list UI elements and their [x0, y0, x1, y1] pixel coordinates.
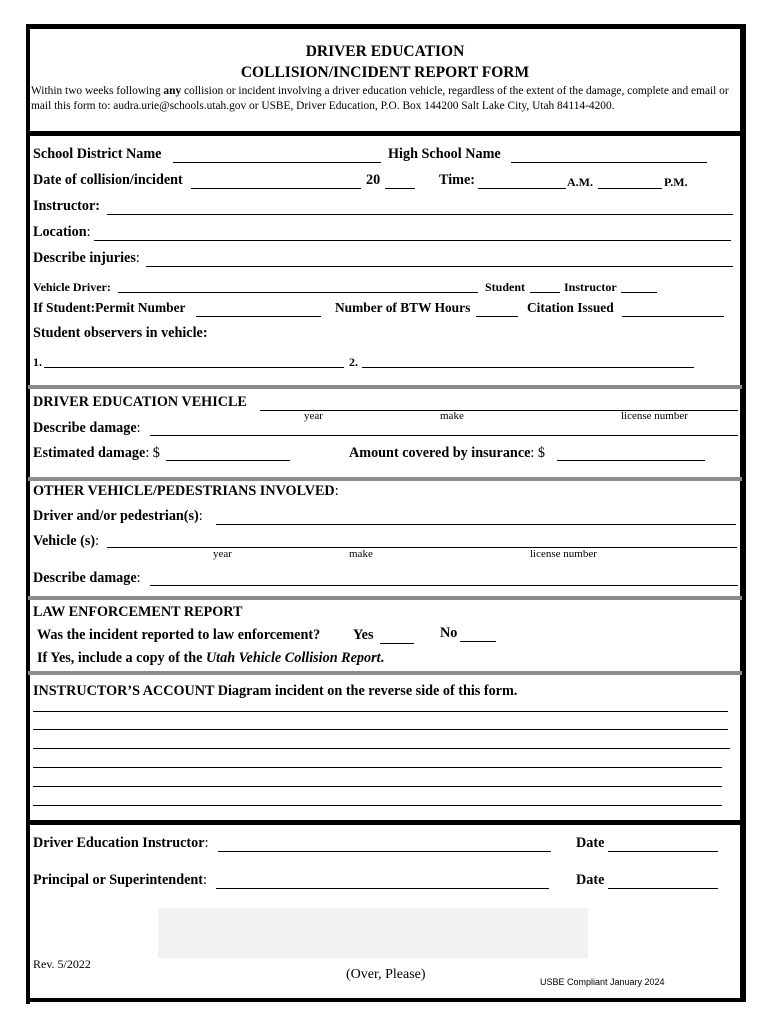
other-damage-field[interactable]: [150, 585, 738, 586]
frame-top-border: [26, 24, 742, 29]
btw-hours-label: Number of BTW Hours: [335, 300, 471, 315]
section-divider: [28, 131, 742, 136]
de-vehicle-heading: DRIVER EDUCATION VEHICLE: [33, 394, 247, 410]
account-line[interactable]: [33, 786, 722, 787]
time-label: Time:: [439, 172, 475, 188]
law-no-label: No: [440, 625, 458, 641]
btw-hours-field[interactable]: [476, 316, 518, 317]
other-vehicle-heading: OTHER VEHICLE/PEDESTRIANS INVOLVED:: [33, 483, 339, 499]
school-district-label: School District Name: [33, 146, 162, 162]
de-damage-label: Describe damage:: [33, 420, 141, 436]
observer-2-number: 2.: [349, 355, 358, 369]
over-please-note: (Over, Please): [346, 967, 426, 982]
high-school-field[interactable]: [511, 162, 707, 163]
high-school-label: High School Name: [388, 146, 501, 162]
school-district-field[interactable]: [173, 162, 381, 163]
instructor-field[interactable]: [107, 214, 733, 215]
observer-1-field[interactable]: [44, 367, 344, 368]
de-damage-field[interactable]: [150, 435, 738, 436]
observers-label: Student observers in vehicle:: [33, 325, 208, 341]
driver-pedestrian-field[interactable]: [216, 524, 736, 525]
instructor-option-field[interactable]: [621, 292, 657, 293]
de-vehicle-year-caption: year: [304, 410, 323, 422]
other-damage-label: Describe damage:: [33, 570, 141, 586]
de-vehicle-license-caption: license number: [621, 410, 688, 422]
form-title-line2: COLLISION/INCIDENT REPORT FORM: [240, 64, 530, 81]
blank-shaded-area: [158, 908, 588, 958]
year-prefix: 20: [366, 172, 381, 188]
account-line[interactable]: [33, 748, 730, 749]
driver-pedestrian-label: Driver and/or pedestrian(s):: [33, 508, 203, 524]
observer-1-number: 1.: [33, 355, 42, 369]
time-am-field[interactable]: [478, 188, 566, 189]
permit-number-field[interactable]: [196, 316, 321, 317]
section-divider: [28, 477, 742, 481]
instructor-signature-field[interactable]: [218, 851, 551, 852]
law-enforcement-heading: LAW ENFORCEMENT REPORT: [33, 604, 243, 620]
citation-field[interactable]: [622, 316, 724, 317]
amount-covered-label: Amount covered by insurance: $: [349, 445, 546, 461]
account-line[interactable]: [33, 805, 722, 806]
location-field[interactable]: [94, 240, 731, 241]
date-of-collision-label: Date of collision/incident: [33, 172, 183, 188]
law-include-copy-note: If Yes, include a copy of the Utah Vehicle Collision Report.: [37, 650, 385, 666]
account-line[interactable]: [33, 767, 722, 768]
vehicle-driver-label: Vehicle Driver:: [33, 280, 111, 294]
instructor-label: Instructor:: [33, 198, 100, 214]
vehicle-driver-field[interactable]: [118, 292, 478, 293]
law-no-field[interactable]: [460, 641, 496, 642]
location-label: Location:: [33, 224, 91, 240]
citation-label: Citation Issued: [527, 300, 614, 315]
instructor-account-heading: INSTRUCTOR’S ACCOUNT Diagram incident on the reverse side of this form.: [33, 683, 518, 699]
frame-bottom-border: [26, 998, 746, 1002]
permit-number-label: If Student:Permit Number: [33, 300, 186, 315]
injuries-field[interactable]: [146, 266, 733, 267]
student-option-field[interactable]: [530, 292, 560, 293]
am-label: A.M.: [567, 175, 593, 189]
estimated-damage-field[interactable]: [166, 460, 290, 461]
amount-covered-field[interactable]: [557, 460, 705, 461]
observer-2-field[interactable]: [362, 367, 694, 368]
de-vehicle-make-caption: make: [440, 410, 464, 422]
form-title-line1: DRIVER EDUCATION: [305, 43, 465, 60]
injuries-label: Describe injuries:: [33, 250, 140, 266]
student-option-label: Student: [485, 280, 526, 294]
law-yes-field[interactable]: [380, 643, 414, 644]
section-divider: [28, 385, 742, 389]
instructor-date-field[interactable]: [608, 851, 718, 852]
instructor-option-label: Instructor: [564, 280, 617, 294]
account-line[interactable]: [33, 729, 728, 730]
principal-signature-field[interactable]: [216, 888, 549, 889]
principal-date-label: Date: [576, 872, 605, 888]
instructor-signature-label: Driver Education Instructor:: [33, 835, 209, 851]
other-vehicle-label: Vehicle (s):: [33, 533, 100, 549]
pm-label: P.M.: [664, 175, 688, 189]
other-vehicle-make-caption: make: [349, 548, 373, 560]
intro-text: Within two weeks following any collision or incident involving a driver education vehicle, regardless of the extent of the damage, complete and email or mail this form to: audra.urie@schools.utah.gov or USBE, Driver Education, P.O. Box 144200 Salt Lake City, Utah 84114-4200.: [31, 85, 729, 112]
estimated-damage-label: Estimated damage: $: [33, 445, 160, 461]
section-divider: [28, 596, 742, 600]
section-divider: [28, 671, 742, 675]
other-vehicle-field[interactable]: [107, 547, 737, 548]
date-of-collision-field[interactable]: [191, 188, 361, 189]
frame-left-border: [26, 24, 30, 1004]
usbe-compliant-note: USBE Compliant January 2024: [540, 977, 665, 987]
frame-right-border: [740, 24, 746, 1000]
principal-date-field[interactable]: [608, 888, 718, 889]
account-line[interactable]: [33, 711, 728, 712]
principal-signature-label: Principal or Superintendent:: [33, 872, 207, 888]
law-enforcement-question: Was the incident reported to law enforcement?: [37, 627, 321, 643]
instructor-date-label: Date: [576, 835, 605, 851]
law-yes-label: Yes: [353, 627, 374, 643]
other-vehicle-year-caption: year: [213, 548, 232, 560]
time-pm-field[interactable]: [598, 188, 662, 189]
section-divider: [28, 820, 742, 825]
other-vehicle-license-caption: license number: [530, 548, 597, 560]
year-field[interactable]: [385, 188, 415, 189]
revision-date: Rev. 5/2022: [33, 957, 91, 971]
